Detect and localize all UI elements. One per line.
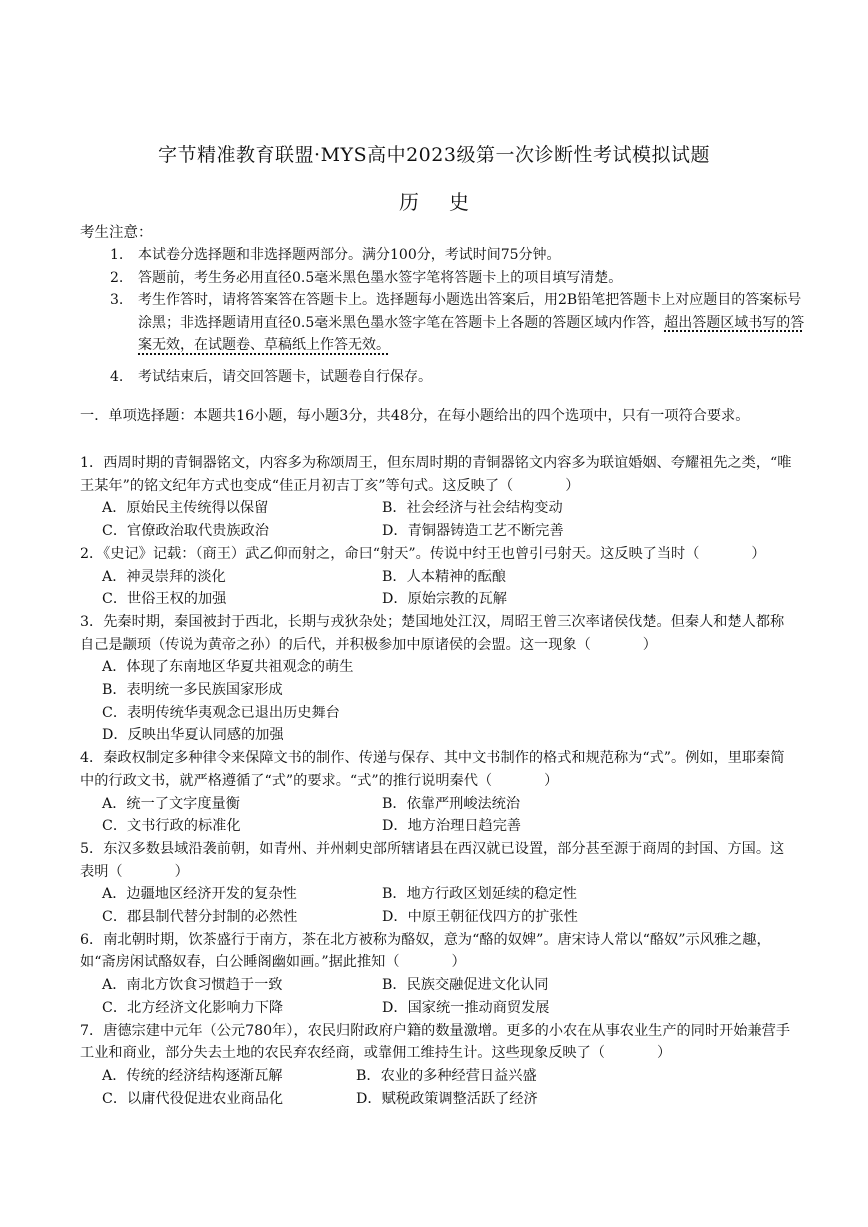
notice-item-body: 本试卷分选择题和非选择题两部分。满分100分，考试时间75分钟。 [138, 247, 561, 263]
option-c: C．郡县制代替分封制的必然性 [102, 909, 298, 926]
option-c: C．官僚政治取代贵族政治 [102, 523, 269, 540]
option-a: A．传统的经济结构逐渐瓦解 [102, 1067, 283, 1084]
question-text: 5．东汉多数县域沿袭前朝，如青州、并州刺史部所辖诸县在西汉就已设置，部分甚至源于商周的封国、方国。这表明（ [80, 840, 785, 880]
notice-list [110, 244, 810, 388]
option-a: A．原始民主传统得以保留 [102, 500, 269, 517]
question-text: 7．唐德宗建中元年（公元780年），农民归附政府户籍的数量激增。更多的小农在从事农业生产的同时开始兼营手工业和商业，部分失去土地的农民弃农经商，或靠佣工维持生计。这些现象反映了（ [80, 1022, 791, 1062]
question-block [80, 747, 794, 838]
question-block [80, 929, 794, 1020]
notice-item-text [138, 267, 810, 290]
option-row [80, 497, 794, 520]
option-d: D．地方治理日趋完善 [382, 818, 522, 835]
question-block [80, 543, 794, 611]
exam-title: 字节精准教育联盟·MYS高中2023级第一次诊断性考试模拟试题 [158, 144, 710, 166]
option-c: C．以庸代役促进农业商品化 [102, 1090, 284, 1107]
option-b: B．人本精神的酝酿 [382, 568, 506, 585]
question-paren-close: ） [565, 477, 580, 494]
option-row [80, 883, 794, 906]
notice-item-number: 2. [110, 269, 124, 286]
option-row [80, 974, 794, 997]
question-paren-close: ） [451, 954, 466, 971]
subject-title: 历史 [399, 190, 499, 214]
question-text: 4．秦政权制定多种律令来保障文书的制作、传递与保存、其中文书制作的格式和规范称为“式”。例如，里耶秦简中的行政文书，就严格遵循了“式”的要求。“式”的推行说明秦代（ [80, 750, 785, 789]
option-row [80, 566, 794, 589]
option-a: A．边疆地区经济开发的复杂性 [102, 886, 297, 903]
option-b: B．民族交融促进文化认同 [382, 977, 549, 994]
option-row [80, 906, 794, 929]
notice-item-text [138, 289, 810, 357]
option-b: B．农业的多种经营日益兴盛 [356, 1067, 537, 1084]
option-b: B．表明统一多民族国家形成 [102, 682, 283, 699]
option-row [80, 588, 794, 611]
option-c: C．文书行政的标准化 [102, 818, 241, 835]
option-row [80, 997, 794, 1020]
notice-item-text [138, 366, 810, 389]
option-c: C．表明传统华夷观念已退出历史舞台 [102, 704, 340, 721]
notice-item-body: 答题前，考生务必用直径0.5毫米黑色墨水签字笔将答题卡上的项目填写清楚。 [138, 269, 623, 286]
option-row [80, 1065, 794, 1088]
option-a: A．南北方饮食习惯趋于一致 [102, 977, 283, 994]
notice-item-body: 考试结束后，请交回答题卡，试题卷自行保存。 [138, 368, 432, 385]
notice-item-number: 4. [110, 368, 124, 385]
notice-item-body: 考生作答时，请将答案答在答题卡上。选择题每小题选出答案后，用2B铅笔把答题卡上对应题目的答案标号涂黑；非选择题请用直径0.5毫米黑色墨水签字笔在答题卡上各题的答题区域内作答， [138, 292, 802, 331]
option-a: A．体现了东南地区华夏共祖观念的萌生 [102, 659, 354, 676]
question-text: 6．南北朝时期，饮茶盛行于南方，茶在北方被称为酪奴，意为“酪的奴婢”。唐宋诗人常以“酪奴”示风雅之趣，如“斋房闲试酪奴春，白公睡阁幽如画。”据此推知（ [80, 931, 771, 971]
option-row [80, 793, 794, 816]
option-a: A．统一了文字度量衡 [102, 795, 240, 812]
question-stem [80, 929, 794, 974]
question-block [80, 1020, 794, 1111]
question-text: 3．先秦时期，秦国被封于西北，长期与戎狄杂处；楚国地处江汉，周昭王曾三次率诸侯伐楚。但秦人和楚人都称自己是颛顼（传说为黄帝之孙）的后代，并积极参加中原诸侯的会盟。这一现象（ [80, 613, 785, 653]
notice-item-emphasis: 超出答题区域书写的答案无效，在试题卷、草稿纸上作答无效。 [138, 314, 805, 353]
option-row [80, 815, 794, 838]
question-stem [80, 611, 794, 656]
option-row [80, 1088, 794, 1111]
option-b: B．地方行政区划延续的稳定性 [382, 886, 577, 903]
option-b: B．依靠严刑峻法统治 [382, 795, 521, 812]
question-paren-close: ） [656, 1045, 672, 1062]
notice-item [110, 366, 810, 389]
question-stem [80, 1020, 794, 1065]
section-heading: 一．单项选择题：本题共16小题，每小题3分，共48分，在每小题给出的四个选项中，只有一项符合要求。 [80, 408, 750, 424]
question-stem [80, 838, 794, 883]
question-stem [80, 452, 794, 497]
notice-item [110, 244, 810, 267]
question-text: 1．西周时期的青铜器铭文，内容多为称颂周王，但东周时期的青铜器铭文内容多为联谊婚姻、夸耀祖先之类，“唯王某年”的铭文纪年方式也变成“佳正月初吉丁亥”等句式。这反映了（ [80, 455, 792, 494]
option-c: C．北方经济文化影响力下降 [102, 999, 284, 1016]
option-b: B．社会经济与社会结构变动 [382, 500, 563, 517]
question-block [80, 838, 794, 929]
notice-heading: 考生注意： [80, 225, 153, 241]
option-a: A．神灵崇拜的淡化 [102, 568, 226, 585]
notice-item [110, 267, 810, 290]
option-d: D．中原王朝征伐四方的扩张性 [382, 909, 578, 926]
option-d: D．赋税政策调整活跃了经济 [356, 1090, 538, 1107]
question-paren-close: ） [642, 636, 657, 653]
option-row [80, 520, 794, 543]
question-paren-close: ） [174, 863, 189, 880]
question-block [80, 611, 794, 747]
option-d: D．青铜器铸造工艺不断完善 [382, 523, 564, 540]
notice-item-text [138, 244, 810, 267]
question-stem [80, 543, 794, 566]
option-d: D．反映出华夏认同感的加强 [102, 727, 284, 744]
question-block [80, 452, 794, 543]
question-list [80, 452, 794, 1110]
option-list [80, 656, 794, 747]
option-d: D．原始宗教的瓦解 [382, 591, 507, 608]
option-d: D．国家统一推动商贸发展 [382, 999, 550, 1016]
question-paren-close: ） [751, 545, 766, 562]
notice-item-number: 3. [110, 292, 124, 308]
question-text: 2．《史记》记载：（商王）武乙仰而射之，命曰“射天”。传说中纣王也曾引弓射天。这反映了当时（ [80, 545, 700, 562]
question-paren-close: ） [544, 772, 559, 789]
notice-item-number: 1. [110, 247, 124, 263]
option-c: C．世俗王权的加强 [102, 591, 227, 608]
question-stem [80, 747, 794, 792]
notice-item [110, 289, 810, 357]
